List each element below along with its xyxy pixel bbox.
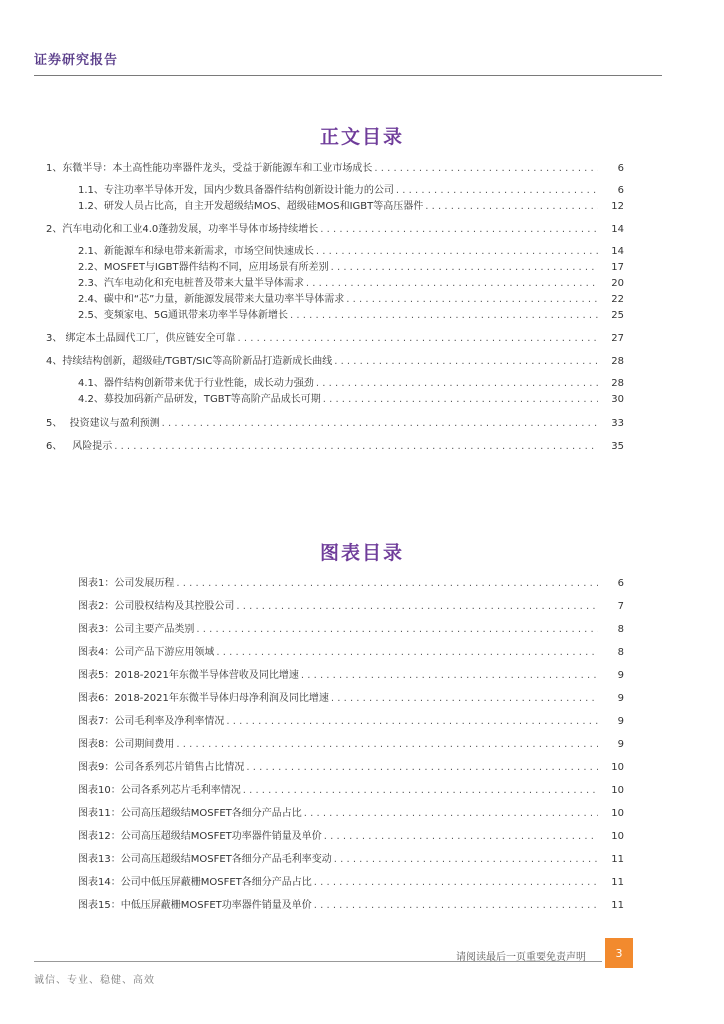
toc-item[interactable] — [46, 440, 624, 454]
figure-item-page: 10 — [611, 831, 624, 842]
figure-item-title: 图表6：2018-2021年东微半导体归母净利润及同比增速 — [78, 693, 329, 704]
toc-item[interactable] — [46, 355, 624, 369]
toc-item-number: 6、 — [46, 441, 63, 452]
figure-leader — [314, 899, 598, 913]
toc-item-number: 4.1、 — [78, 378, 104, 389]
figure-item[interactable] — [78, 623, 624, 637]
figure-leader — [176, 738, 598, 752]
toc-item-page: 22 — [611, 294, 624, 305]
figure-item-title: 图表11：公司高压超级结MOSFET各细分产品占比 — [78, 808, 302, 819]
figure-item[interactable] — [78, 646, 624, 660]
toc-item[interactable] — [78, 309, 624, 323]
figure-item[interactable] — [78, 876, 624, 890]
toc-item-title: 碳中和“芯”力量，新能源发展带来大量功率半导体需求 — [103, 294, 345, 305]
company-motto: 诚信、专业、稳健、高效 — [34, 975, 155, 986]
toc-item-page: 27 — [611, 333, 624, 344]
figure-item[interactable] — [78, 761, 624, 775]
toc-item-number: 5、 — [46, 418, 63, 429]
toc-leader — [425, 200, 598, 214]
figure-leader — [331, 692, 598, 706]
figure-item-title: 图表3：公司主要产品类别 — [78, 624, 195, 635]
report-type-label: 证券研究报告 — [34, 53, 119, 68]
figure-leader — [196, 623, 598, 637]
figure-item-title: 图表15：中低压屏蔽栅MOSFET功率器件销量及单价 — [78, 900, 312, 911]
figure-item-title: 图表12：公司高压超级结MOSFET功率器件销量及单价 — [78, 831, 322, 842]
toc-item-number: 2.4、 — [78, 294, 104, 305]
figure-leader — [216, 646, 598, 660]
figure-item-page: 8 — [617, 647, 624, 658]
toc-item[interactable] — [78, 184, 624, 198]
toc-item-page: 28 — [611, 356, 624, 367]
toc-item-title: 器件结构创新带来优于行业性能，成长动力强劲 — [103, 378, 314, 389]
toc-item-page: 30 — [611, 394, 624, 405]
figure-item[interactable] — [78, 692, 624, 706]
figure-leader — [226, 715, 598, 729]
figure-item[interactable] — [78, 715, 624, 729]
toc-item-number: 2.1、 — [78, 246, 104, 257]
toc-leader — [316, 377, 598, 391]
toc-item-page: 6 — [617, 163, 624, 174]
toc-item-page: 14 — [611, 224, 624, 235]
figure-item[interactable] — [78, 853, 624, 867]
figure-leader — [176, 577, 598, 591]
toc-item-number: 1、 — [46, 163, 63, 174]
toc-item[interactable] — [78, 245, 624, 259]
toc-leader — [114, 440, 598, 454]
toc-item-page: 6 — [617, 185, 624, 196]
figure-leader — [243, 784, 598, 798]
figure-leader — [236, 600, 598, 614]
figure-item-page: 9 — [617, 739, 624, 750]
figure-item[interactable] — [78, 784, 624, 798]
toc-item-title: 投资建议与盈利预测 — [69, 418, 160, 429]
figure-item[interactable] — [78, 669, 624, 683]
toc-item-number: 4.2、 — [78, 394, 104, 405]
toc-item-page: 12 — [611, 201, 624, 212]
toc-item[interactable] — [78, 277, 624, 291]
figure-leader — [324, 830, 598, 844]
toc-leader — [316, 245, 598, 259]
figure-leader — [314, 876, 598, 890]
toc-leader — [396, 184, 598, 198]
figure-item-page: 9 — [617, 670, 624, 681]
toc-item[interactable] — [78, 377, 624, 391]
figure-leader — [334, 853, 598, 867]
toc-item-number: 2.5、 — [78, 310, 104, 321]
toc-leader — [323, 393, 598, 407]
figure-item-title: 图表1：公司发展历程 — [78, 578, 175, 589]
figure-item-page: 11 — [611, 854, 624, 865]
toc-item-page: 14 — [611, 246, 624, 257]
toc-item[interactable] — [78, 393, 624, 407]
toc-item-number: 1.2、 — [78, 201, 104, 212]
figure-item[interactable] — [78, 577, 624, 591]
toc-item-title: 风险提示 — [72, 441, 113, 452]
figure-item-page: 6 — [617, 578, 624, 589]
toc-item-number: 3、 — [46, 333, 63, 344]
figure-item-title: 图表8：公司期间费用 — [78, 739, 175, 750]
figures-title: 图表目录 — [319, 542, 404, 564]
toc-item-page: 35 — [611, 441, 624, 452]
footer-divider — [34, 961, 602, 962]
figure-item-page: 10 — [611, 808, 624, 819]
toc-leader — [320, 223, 598, 237]
figure-item[interactable] — [78, 899, 624, 913]
toc-item[interactable] — [78, 293, 624, 307]
toc-item-title: 研发人员占比高，自主开发超级结MOS、超级硅MOS和IGBT等高压器件 — [103, 201, 424, 212]
toc-leader — [290, 309, 598, 323]
toc-leader — [331, 261, 598, 275]
figure-leader — [304, 807, 598, 821]
toc-item-page: 33 — [611, 418, 624, 429]
figure-item-title: 图表14：公司中低压屏蔽栅MOSFET各细分产品占比 — [78, 877, 312, 888]
toc-item-page: 20 — [611, 278, 624, 289]
figure-item-page: 8 — [617, 624, 624, 635]
figure-item-title: 图表4：公司产品下游应用领域 — [78, 647, 215, 658]
page-number: 3 — [615, 946, 623, 960]
toc-item-title: 募投加码新产品研发，TGBT等高阶产品成长可期 — [103, 394, 321, 405]
toc-item-title: 新能源车和绿电带来新需求，市场空间快速成长 — [103, 246, 314, 257]
toc-item-number: 2、 — [46, 224, 63, 235]
figure-item[interactable] — [78, 600, 624, 614]
figure-item[interactable] — [78, 807, 624, 821]
toc-item-title: MOSFET与IGBT器件结构不同，应用场景有所差别 — [103, 262, 329, 273]
toc-item-title: 汽车电动化和工业4.0蓬勃发展，功率半导体市场持续增长 — [62, 224, 319, 235]
figure-item[interactable] — [78, 830, 624, 844]
toc-leader — [162, 417, 598, 431]
figure-item-page: 11 — [611, 877, 624, 888]
toc-item[interactable] — [78, 261, 624, 275]
toc-leader — [238, 332, 598, 346]
figure-item-page: 10 — [611, 762, 624, 773]
toc-item-page: 25 — [611, 310, 624, 321]
disclaimer-note: 请阅读最后一页重要免责声明 — [456, 952, 586, 963]
figure-item-page: 10 — [611, 785, 624, 796]
toc-item[interactable] — [46, 332, 624, 346]
toc-item[interactable] — [46, 223, 624, 237]
toc-item-title: 专注功率半导体开发，国内少数具备器件结构创新设计能力的公司 — [103, 185, 394, 196]
figure-item-title: 图表5：2018-2021年东微半导体营收及同比增速 — [78, 670, 299, 681]
toc-item-page: 17 — [611, 262, 624, 273]
toc-leader — [346, 293, 598, 307]
toc-item-page: 28 — [611, 378, 624, 389]
toc-item-title: 持续结构创新，超级硅/TGBT/SIC等高阶新品打造新成长曲线 — [62, 356, 333, 367]
figure-item-title: 图表2：公司股权结构及其控股公司 — [78, 601, 235, 612]
figure-item-title: 图表7：公司毛利率及净利率情况 — [78, 716, 225, 727]
figure-item-page: 11 — [611, 900, 624, 911]
figure-item-page: 9 — [617, 693, 624, 704]
toc-item-number: 2.2、 — [78, 262, 104, 273]
figure-item-page: 7 — [617, 601, 624, 612]
figure-item-page: 9 — [617, 716, 624, 727]
toc-item-title: 变频家电、5G通讯带来功率半导体新增长 — [103, 310, 289, 321]
page-number-badge — [605, 938, 633, 968]
figure-leader — [301, 669, 598, 683]
figure-item-title: 图表13：公司高压超级结MOSFET各细分产品毛利率变动 — [78, 854, 332, 865]
figure-item-title: 图表10：公司各系列芯片毛利率情况 — [78, 785, 241, 796]
toc-leader — [334, 355, 598, 369]
toc-item-number: 4、 — [46, 356, 63, 367]
toc-item[interactable] — [46, 162, 624, 176]
figure-item-title: 图表9：公司各系列芯片销售占比情况 — [78, 762, 245, 773]
figure-leader — [246, 761, 598, 775]
toc-leader — [306, 277, 598, 291]
toc-item-title: 汽车电动化和充电桩普及带来大量半导体需求 — [103, 278, 304, 289]
toc-item-title: 绑定本土晶圆代工厂，供应链安全可靠 — [65, 333, 236, 344]
toc-item[interactable] — [46, 417, 624, 431]
toc-leader — [374, 162, 598, 176]
header-divider — [34, 75, 662, 76]
toc-item[interactable] — [78, 200, 624, 214]
toc-item-number: 1.1、 — [78, 185, 104, 196]
figure-item[interactable] — [78, 738, 624, 752]
toc-title: 正文目录 — [319, 126, 404, 148]
toc-item-title: 东微半导：本土高性能功率器件龙头，受益于新能源车和工业市场成长 — [62, 163, 373, 174]
toc-item-number: 2.3、 — [78, 278, 104, 289]
